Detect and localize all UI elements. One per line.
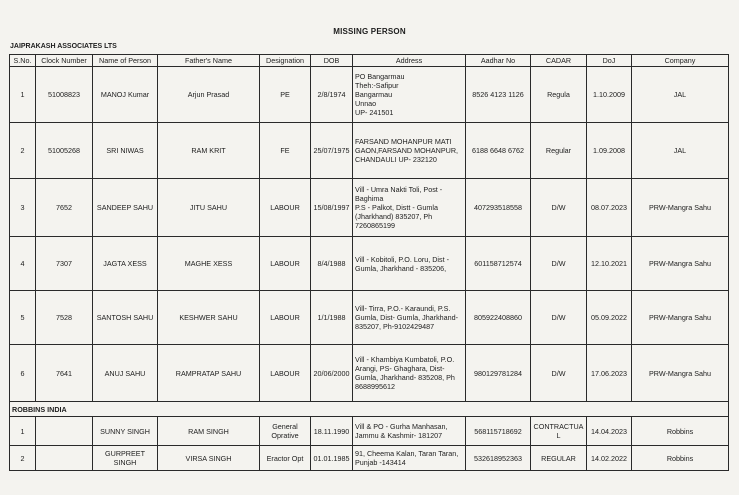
cell-dob: 15/08/1997	[311, 179, 353, 237]
cell-clock	[36, 446, 93, 471]
table-row	[10, 179, 729, 237]
header-clock-number: Clock Number	[36, 55, 93, 67]
cell-clock: 7652	[36, 179, 93, 237]
cell-name: MANOJ Kumar	[93, 67, 158, 123]
cell-company: PRW-Mangra Sahu	[632, 291, 729, 345]
cell-doj: 08.07.2023	[587, 179, 632, 237]
header-doj: DoJ	[587, 55, 632, 67]
cell-cadar: D/W	[531, 291, 587, 345]
cell-sno: 6	[10, 345, 36, 402]
cell-aadhar: 532618952363	[466, 446, 531, 471]
cell-address: Vill - Kobitoli, P.O. Loru, Dist - Gumla, Jharkhand - 835206,	[353, 237, 466, 291]
cell-address: 91, Cheema Kalan, Taran Taran, Punjab -143414	[353, 446, 466, 471]
cell-address: Vill & PO - Gurha Manhasan, Jammu & Kashmir- 181207	[353, 417, 466, 446]
cell-company: JAL	[632, 67, 729, 123]
header-cadar: CADAR	[531, 55, 587, 67]
header-dob: DOB	[311, 55, 353, 67]
cell-doj: 14.02.2022	[587, 446, 632, 471]
table-row	[10, 291, 729, 345]
cell-father: JITU SAHU	[158, 179, 260, 237]
header-name: Name of Person	[93, 55, 158, 67]
cell-doj: 1.09.2008	[587, 123, 632, 179]
cell-dob: 01.01.1985	[311, 446, 353, 471]
cell-dob: 1/1/1988	[311, 291, 353, 345]
cell-company: PRW-Mangra Sahu	[632, 179, 729, 237]
cell-name: GURPREET SINGH	[93, 446, 158, 471]
cell-sno: 2	[10, 123, 36, 179]
cell-name: ANUJ SAHU	[93, 345, 158, 402]
header-company: Company	[632, 55, 729, 67]
cell-dob: 18.11.1990	[311, 417, 353, 446]
cell-clock: 51005268	[36, 123, 93, 179]
cell-designation: LABOUR	[260, 237, 311, 291]
cell-clock: 7528	[36, 291, 93, 345]
cell-name: SANTOSH SAHU	[93, 291, 158, 345]
cell-doj: 17.06.2023	[587, 345, 632, 402]
cell-clock: 51008823	[36, 67, 93, 123]
company-heading: JAIPRAKASH ASSOCIATES LTS	[10, 43, 117, 50]
cell-name: JAGTA XESS	[93, 237, 158, 291]
cell-company: PRW-Mangra Sahu	[632, 237, 729, 291]
cell-cadar: Regula	[531, 67, 587, 123]
cell-dob: 8/4/1988	[311, 237, 353, 291]
cell-aadhar: 8526 4123 1126	[466, 67, 531, 123]
header-father-name: Father's Name	[158, 55, 260, 67]
cell-father: MAGHE XESS	[158, 237, 260, 291]
cell-aadhar: 805922408860	[466, 291, 531, 345]
cell-sno: 4	[10, 237, 36, 291]
cell-dob: 2/8/1974	[311, 67, 353, 123]
header-aadhar: Aadhar No	[466, 55, 531, 67]
table-row	[10, 345, 729, 402]
cell-name: SUNNY SINGH	[93, 417, 158, 446]
table-row	[10, 237, 729, 291]
cell-clock	[36, 417, 93, 446]
cell-address: FARSAND MOHANPUR MATI GAON,FARSAND MOHANPUR, CHANDAULI UP- 232120	[353, 123, 466, 179]
cell-clock: 7641	[36, 345, 93, 402]
cell-name: SRI NIWAS	[93, 123, 158, 179]
cell-company: Robbins	[632, 417, 729, 446]
cell-aadhar: 407293518558	[466, 179, 531, 237]
cell-cadar: CONTRACTUAL	[531, 417, 587, 446]
cell-father: VIRSA SINGH	[158, 446, 260, 471]
cell-sno: 1	[10, 417, 36, 446]
cell-cadar: Regular	[531, 123, 587, 179]
cell-cadar: D/W	[531, 237, 587, 291]
cell-designation: LABOUR	[260, 345, 311, 402]
cell-address: Vill - Umra Nakti Toli, Post - Baghima P.S - Palkot, Distt - Gumla (Jharkhand) 835207, Ph 7260865199	[353, 179, 466, 237]
cell-designation: PE	[260, 67, 311, 123]
cell-sno: 3	[10, 179, 36, 237]
cell-address: Vill- Tirra, P.O.- Karaundi, P.S. Gumla, Dist- Gumla, Jharkhand-835207, Ph-9102429487	[353, 291, 466, 345]
cell-aadhar: 6188 6648 6762	[466, 123, 531, 179]
cell-cadar: D/W	[531, 179, 587, 237]
cell-sno: 5	[10, 291, 36, 345]
cell-doj: 12.10.2021	[587, 237, 632, 291]
cell-sno: 1	[10, 67, 36, 123]
cell-doj: 05.09.2022	[587, 291, 632, 345]
cell-company: JAL	[632, 123, 729, 179]
page-title: MISSING PERSON	[333, 27, 406, 36]
missing-person-table	[9, 54, 729, 471]
cell-aadhar: 980129781284	[466, 345, 531, 402]
cell-address: Vill - Khambiya Kumbatoli, P.O. Arangi, PS- Ghaghara, Dist-Gumla, Jharkhand- 835208, Ph 8688995612	[353, 345, 466, 402]
cell-designation: FE	[260, 123, 311, 179]
cell-designation: LABOUR	[260, 179, 311, 237]
header-designation: Designation	[260, 55, 311, 67]
cell-address: PO Bangarmau Theh:-Safipur Bangarmau Unnao UP- 241501	[353, 67, 466, 123]
header-row	[10, 55, 729, 67]
cell-aadhar: 568115718692	[466, 417, 531, 446]
cell-designation: LABOUR	[260, 291, 311, 345]
cell-dob: 20/06/2000	[311, 345, 353, 402]
cell-father: Arjun Prasad	[158, 67, 260, 123]
cell-dob: 25/07/1975	[311, 123, 353, 179]
cell-cadar: D/W	[531, 345, 587, 402]
cell-sno: 2	[10, 446, 36, 471]
cell-father: RAMPRATAP SAHU	[158, 345, 260, 402]
cell-father: RAM SINGH	[158, 417, 260, 446]
cell-doj: 1.10.2009	[587, 67, 632, 123]
cell-name: SANDEEP SAHU	[93, 179, 158, 237]
cell-designation: Eractor Opt	[260, 446, 311, 471]
cell-company: Robbins	[632, 446, 729, 471]
cell-doj: 14.04.2023	[587, 417, 632, 446]
cell-father: KESHWER SAHU	[158, 291, 260, 345]
table-row	[10, 67, 729, 123]
header-sno: S.No.	[10, 55, 36, 67]
table-row	[10, 123, 729, 179]
section-heading: ROBBINS INDIA	[10, 402, 729, 417]
cell-designation: General Oprative	[260, 417, 311, 446]
cell-aadhar: 601158712574	[466, 237, 531, 291]
cell-company: PRW-Mangra Sahu	[632, 345, 729, 402]
cell-cadar: REGULAR	[531, 446, 587, 471]
section-row	[10, 402, 729, 417]
header-address: Address	[353, 55, 466, 67]
table-row	[10, 417, 729, 446]
cell-clock: 7307	[36, 237, 93, 291]
table-row	[10, 446, 729, 471]
cell-father: RAM KRIT	[158, 123, 260, 179]
